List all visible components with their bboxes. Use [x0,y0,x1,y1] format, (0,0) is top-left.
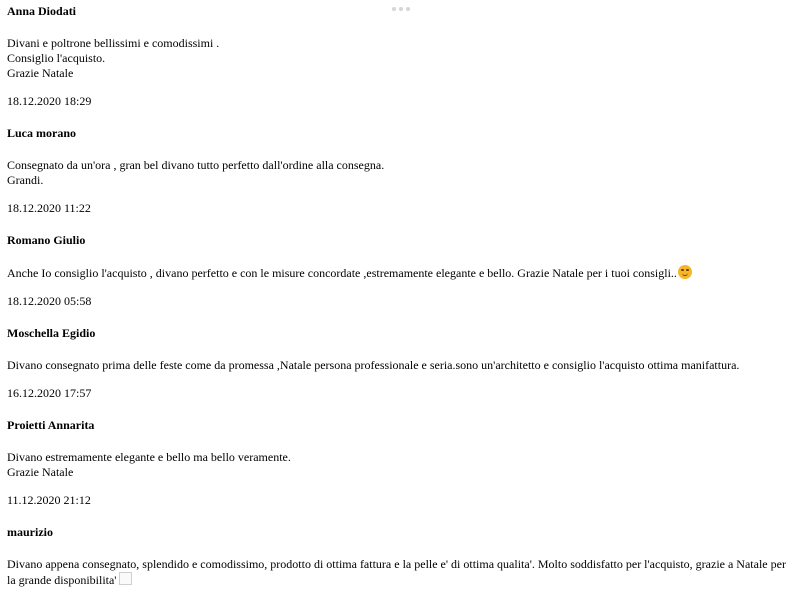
review-text [7,450,790,480]
review-item [7,418,790,508]
reviews-list [7,4,790,588]
review-date: 18.12.2020 05:58 [7,294,92,308]
review-text-line: Divani e poltrone bellissimi e comodissimi . [7,36,220,50]
review-text [7,358,790,373]
review-text-line: Consegnato da un'ora , gran bel divano tutto perfetto dall'ordine alla consegna. [7,158,385,172]
review-text-line: Grandi. [7,173,44,187]
missing-glyph-icon [119,572,132,585]
review-date: 18.12.2020 18:29 [7,94,92,108]
review-text [7,36,790,81]
review-date: 18.12.2020 11:22 [7,201,91,215]
review-text [7,557,790,588]
review-item [7,233,790,309]
review-item [7,525,790,588]
review-author: Anna Diodati [7,4,77,18]
winking-face-icon [678,265,692,279]
review-item [7,326,790,401]
review-text-line: Divano estremamente elegante e bello ma bello veramente. [7,450,291,464]
review-text [7,158,790,188]
review-date: 16.12.2020 17:57 [7,386,92,400]
review-date: 11.12.2020 21:12 [7,493,91,507]
review-text-line-wrapper [7,557,790,588]
review-item [7,4,790,109]
review-item [7,126,790,216]
review-author: maurizio [7,525,53,539]
review-author: Moschella Egidio [7,326,96,340]
review-author: Romano Giulio [7,233,86,247]
review-text-line: Consiglio l'acquisto. [7,51,106,65]
review-text-line-wrapper [7,265,790,281]
review-text-line: Grazie Natale [7,465,74,479]
review-text [7,265,790,281]
review-text-line: Anche Io consiglio l'acquisto , divano perfetto e con le misure concordate ,estremamente elegante e bello. Grazie Natale per i tuoi consigli.. [7,266,677,280]
review-author: Proietti Annarita [7,418,95,432]
review-author: Luca morano [7,126,76,140]
review-text-line: Grazie Natale [7,66,74,80]
review-text-line: Divano consegnato prima delle feste come da promessa ,Natale persona professionale e seria.sono un'architetto e consiglio l'acquisto ottima manifattura. [7,358,740,372]
review-text-line: Divano appena consegnato, splendido e comodissimo, prodotto di ottima fattura e la pelle e' di ottima qualita'. Molto soddisfatto per l'acquisto, grazie a Natale per la grande disponibilita' [7,557,786,587]
